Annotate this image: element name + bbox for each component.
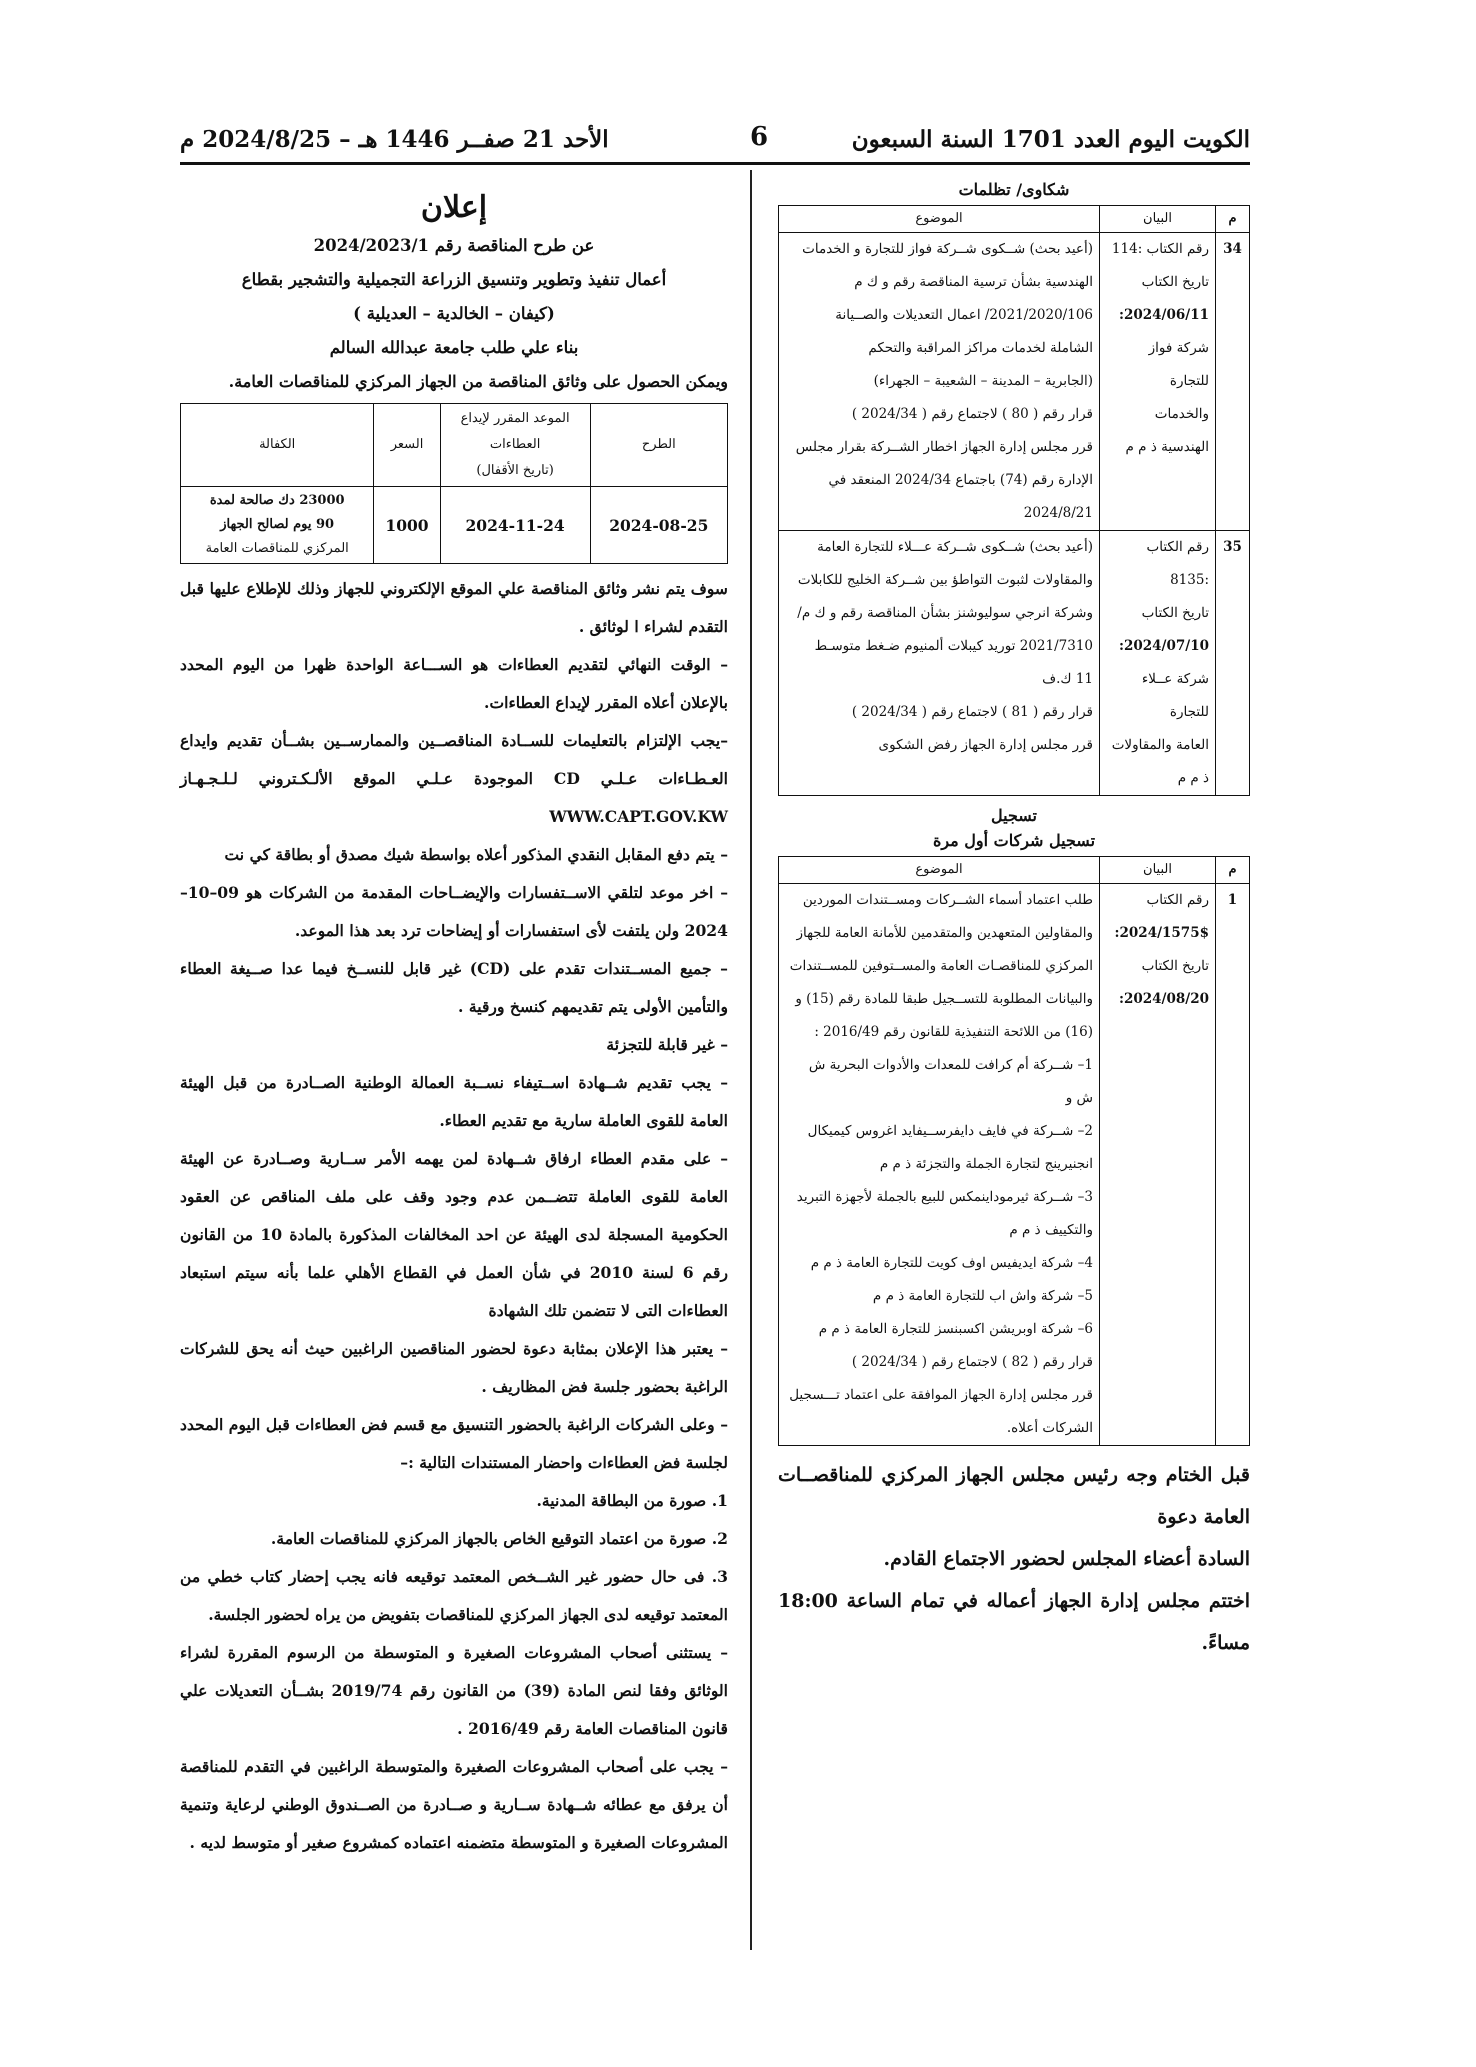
tender-table: [180, 403, 728, 564]
subject-line: والمقاولات لثبوت التواطؤ بين شــركة الخليج للكابلات: [797, 572, 1093, 588]
subject-line: الإدارة رقم (74) باجتماع 2024/34 المنعقد في: [828, 472, 1093, 488]
col-subject-header: الموضوع: [779, 857, 1100, 884]
info-line: رقم الكتاب :8135: [1146, 539, 1209, 588]
row-info: [1100, 884, 1216, 1446]
subject-line: 2021/7310 توريد كيبلات ألمنيوم ضـغط متوسـط: [814, 638, 1093, 654]
deadline-header: الموعد المقرر لإيداع العطاءات (تاريخ الأقفال): [440, 404, 590, 487]
announcement-body: [180, 570, 728, 1862]
registration-header-row: [779, 857, 1250, 884]
info-line: رقم الكتاب: [1146, 892, 1209, 908]
subject-line: قرار رقم ( 82 ) لاجتماع رقم ( 2024/34 ): [851, 1354, 1093, 1370]
header-rule: [180, 162, 1250, 165]
col-info-header: البيان: [1100, 206, 1216, 233]
announcement-paragraph: – يجب تقديم شــهادة اســتيفاء نســبة العمالة الوطنية الصــادرة من قبل الهيئة العامة للقوى العاملة سارية مع تقديم العطاء.: [180, 1073, 728, 1130]
subject-line: طلب اعتماد أسماء الشــركات ومســتندات الموردين: [802, 892, 1093, 908]
col-num-header: م: [1216, 206, 1250, 233]
right-column: [778, 180, 1250, 1664]
tender-number: عن طرح المناقصة رقم 2024/2023/1: [313, 236, 595, 255]
header-issue: الكويت اليوم العدد 1701 السنة السبعون: [851, 125, 1250, 153]
subject-line: قرار رقم ( 81 ) لاجتماع رقم ( 2024/34 ): [851, 704, 1093, 720]
row-number: 1: [1216, 884, 1250, 1446]
announcement-paragraph: – يعتبر هذا الإعلان بمثابة دعوة لحضور المناقصين الراغبين حيث أنه يحق للشركات الراغبة بحضور جلسة فض المظاريف .: [180, 1339, 728, 1396]
complaints-table: [778, 205, 1250, 796]
announcement-paragraph: – الوقت النهائي لتقديم العطاءات هو الســـاعة الواحدة ظهرا من اليوم المحدد بالإعلان أعلاه المقرر لإيداع العطاءات.: [180, 655, 728, 712]
subject-line: والبيانات المطلوبة للتســجيل طبقا للمادة رقم (15) و: [795, 991, 1093, 1007]
header-date: الأحد 21 صفــر 1446 هـ – 2024/8/25 م: [180, 125, 609, 153]
announcement-paragraph: 2. صورة من اعتماد التوقيع الخاص بالجهاز المركزي للمناقصات العامة.: [270, 1529, 728, 1548]
subject-line: (16) من اللائحة التنفيذية للقانون رقم 2016/49 :: [814, 1024, 1093, 1040]
release-date: 2024-08-25: [590, 487, 727, 564]
info-line: رقم الكتاب :114: [1111, 241, 1209, 257]
announcement-paragraph: – يستثنى أصحاب المشروعات الصغيرة و المتوسطة من الرسوم المقررة لشراء الوثائق وفقا لنص المادة (39) من القانون رقم 2019/74 بشــأن التعديلات علي قانون المناقصات العامة رقم 2016/49 .: [180, 1643, 728, 1738]
left-column: [180, 190, 728, 1862]
tender-areas: (كيفان – الخالدية – العديلية ): [353, 304, 555, 323]
subject-line: الهندسية بشأن ترسية المناقصة رقم و ك م: [854, 274, 1093, 290]
announcement-paragraph: 1. صورة من البطاقة المدنية.: [536, 1491, 728, 1510]
announcement-paragraph: – وعلى الشركات الراغبة بالحضور التنسيق مع قسم فض العطاءات قبل اليوم المحدد لجلسة فض العطاءات واحضار المستندات التالية :–: [180, 1415, 728, 1472]
guarantee-value: 23000 دك صالحة لمدة 90 يوم لصالح الجهاز المركزي للمناقصات العامة: [181, 487, 374, 564]
table-row: [779, 233, 1250, 531]
announcement-paragraph: – يجب على أصحاب المشروعات الصغيرة والمتوسطة الراغبين في التقدم للمناقصة أن يرفق مع عطائه شــهادة ســارية و صــادرة من الصــندوق الوطني لرعاية وتنمية المشروعات الصغيرة و المتوسطة متضمنه اعتماده كمشروع صغير أو متوسط لديه .: [180, 1757, 728, 1852]
announcement-paragraph: سوف يتم نشر وثائق المناقصة علي الموقع الإلكتروني للجهاز وذلك للإطلاع عليها قبل التقدم لشراء ا لوثائق .: [180, 579, 728, 636]
info-line: 2024/07/10:: [1119, 638, 1209, 654]
registration-title: تسجيل: [991, 806, 1037, 825]
tender-header-row: [181, 404, 728, 487]
info-line: تاريخ الكتاب: [1141, 605, 1209, 621]
table-row: [779, 884, 1250, 1446]
guarantee-header: الكفالة: [181, 404, 374, 487]
subject-line: انجنيرينج لتجارة الجملة والتجزئة ذ م م: [879, 1156, 1093, 1172]
announcement-paragraph: – يتم دفع المقابل النقدي المذكور أعلاه بواسطة شيك مصدق أو بطاقة كي نت: [224, 845, 728, 864]
announcement-paragraph: – اخر موعد لتلقي الاســتفسارات والإيضــاحات المقدمة من الشركات هو 09–10–2024 ولن يلتفت لأى استفسارات أو إيضاحات ترد بعد هذا الموعد.: [180, 883, 728, 940]
subject-line: والمقاولين المتعهدين والمتقدمين للأمانة العامة للجهاز: [796, 925, 1093, 941]
subject-line: قرر مجلس إدارة الجهاز اخطار الشــركة بقرار مجلس: [795, 439, 1093, 455]
complaints-header-row: [779, 206, 1250, 233]
subject-line: والتكييف ذ م م: [1009, 1222, 1093, 1238]
announcement-paragraph: – على مقدم العطاء ارفاق شــهادة لمن يهمه الأمر ســارية وصــادرة عن الهيئة العامة للقوى العاملة تتضــمن عدم وجود وقف على ملف المناقص عن العقود الحكومية المسجلة لدى الهيئة عن احد المخالفات المذكورة بالمادة 10 من القانون رقم 6 لسنة 2010 في شأن العمل في القطاع الأهلي علما بأنه سيتم استبعاد العطاءات التى لا تتضمن تلك الشهادة: [180, 1149, 728, 1320]
subject-line: قرر مجلس إدارة الجهاز الموافقة على اعتماد تـــسجيل: [789, 1387, 1093, 1403]
subject-line: 3– شــركة ثيرموداينمكس للبيع بالجملة لأجهزة التبريد: [796, 1189, 1093, 1205]
subject-line: الشاملة لخدمات مراكز المراقبة والتحكم: [868, 340, 1093, 356]
row-info: [1100, 531, 1216, 796]
registration-subtitle: تسجيل شركات أول مرة: [932, 831, 1096, 850]
row-number: 35: [1216, 531, 1250, 796]
subject-line: 4– شركة ايديفيس اوف كويت للتجارة العامة ذ م م: [810, 1255, 1093, 1271]
row-subject: [779, 884, 1100, 1446]
release-header: الطرح: [590, 404, 727, 487]
subject-line: 1– شــركة أم كرافت للمعدات والأدوات البحرية ش: [808, 1057, 1093, 1073]
complaints-title: شكاوى/ تظلمات: [958, 180, 1070, 199]
registration-table: [778, 856, 1250, 1446]
closing-text: [778, 1454, 1250, 1664]
subject-line: 5– شركة واش اب للتجارة العامة ذ م م: [872, 1288, 1093, 1304]
info-line: 2024/1575$:: [1114, 925, 1209, 941]
subject-line: 11 ك.ف: [1042, 671, 1093, 687]
subject-line: قرر مجلس إدارة الجهاز رفض الشكوى: [878, 737, 1093, 753]
subject-line: 6– شركة اوبريشن اكسبنسز للتجارة العامة ذ م م: [818, 1321, 1093, 1337]
announcement-title: إعلان: [420, 190, 488, 225]
subject-line: (أعيد بحث) شــكوى شــركة فواز للتجارة و الخدمات: [802, 241, 1093, 257]
info-line: تاريخ الكتاب: [1141, 274, 1209, 290]
subject-line: (الجابرية – المدينة – الشعيبة – الجهراء): [873, 373, 1093, 389]
subject-line: (أعيد بحث) شــكوى شــركة عـــلاء للتجارة العامة: [817, 539, 1093, 555]
tender-note: ويمكن الحصول على وثائق المناقصة من الجهاز المركزي للمناقصات العامة.: [228, 372, 728, 391]
info-line: 2024/06/11:: [1119, 307, 1209, 323]
info-line: العامة والمقاولات ذ م م: [1111, 737, 1209, 786]
row-info: [1100, 233, 1216, 531]
subject-line: قرار رقم ( 80 ) لاجتماع رقم ( 2024/34 ): [851, 406, 1093, 422]
deadline-date: 2024-11-24: [440, 487, 590, 564]
row-number: 34: [1216, 233, 1250, 531]
info-line: والخدمات الهندسية ذ م م: [1125, 406, 1209, 455]
closing-line: اختتم مجلس إدارة الجهاز أعماله في تمام الساعة 18:00 مساءً.: [778, 1590, 1250, 1654]
table-row: [779, 531, 1250, 796]
tender-subject: أعمال تنفيذ وتطوير وتنسيق الزراعة التجميلية والتشجير بقطاع: [241, 270, 667, 289]
row-subject: [779, 233, 1100, 531]
closing-line: السادة أعضاء المجلس لحضور الاجتماع القادم.: [883, 1548, 1250, 1570]
column-divider: [750, 170, 752, 1950]
tender-row: [181, 487, 728, 564]
page-header: [180, 118, 1250, 160]
col-info-header: البيان: [1100, 857, 1216, 884]
announcement-paragraph: 3. فى حال حضور غير الشــخص المعتمد توقيعه فانه يجب إحضار كتاب خطي من المعتمد توقيعه لدى الجهاز المركزي للمناقصات بتفويض من يراه لحضور الجلسة.: [180, 1567, 728, 1624]
tender-requester: بناء علي طلب جامعة عبدالله السالم: [329, 338, 579, 357]
subject-line: 2– شــركة في فايف دايفرســيفايد اغروس كيميكال: [807, 1123, 1093, 1139]
subject-line: الشركات أعلاه.: [1006, 1420, 1093, 1436]
subject-line: المركزي للمناقصـات العامة والمســتوفين للمســتندات: [789, 958, 1093, 974]
col-subject-header: الموضوع: [779, 206, 1100, 233]
subject-line: ش و: [1065, 1090, 1093, 1106]
price-header: السعر: [374, 404, 440, 487]
subject-line: 2024/8/21: [1023, 505, 1093, 521]
announcement-paragraph: – جميع المســتندات تقدم على (CD) غير قابل للنســخ فيما عدا صــيغة العطاء والتأمين الأولى يتم تقديمهم كنسخ ورقية .: [180, 959, 728, 1016]
row-subject: [779, 531, 1100, 796]
closing-line: قبل الختام وجه رئيس مجلس الجهاز المركزي للمناقصــات العامة دعوة: [778, 1464, 1250, 1528]
announcement-paragraph: – غير قابلة للتجزئة: [606, 1035, 728, 1054]
info-line: شركة عــلاء للتجارة: [1141, 671, 1209, 720]
subject-line: وشركة انرجي سوليوشنز بشأن المناقصة رقم و ك م/: [797, 605, 1093, 621]
info-line: 2024/08/20:: [1119, 991, 1209, 1007]
info-line: تاريخ الكتاب: [1141, 958, 1209, 974]
subject-line: 2021/2020/106/ اعمال التعديلات والصــيانة: [835, 307, 1093, 323]
page-number: 6: [750, 122, 769, 152]
col-num-header: م: [1216, 857, 1250, 884]
price-value: 1000: [374, 487, 440, 564]
info-line: شركة فواز للتجارة: [1148, 340, 1209, 389]
announcement-paragraph: –يجب الإلتزام بالتعليمات للســادة المناقصــين والممارســين بشــأن تقديم وايداع العـطـاءات عـلـي CD الموجودة عـلـي الموقع الألـكـتروني لـلـجـهـاز WWW.CAPT.GOV.KW: [180, 731, 728, 826]
